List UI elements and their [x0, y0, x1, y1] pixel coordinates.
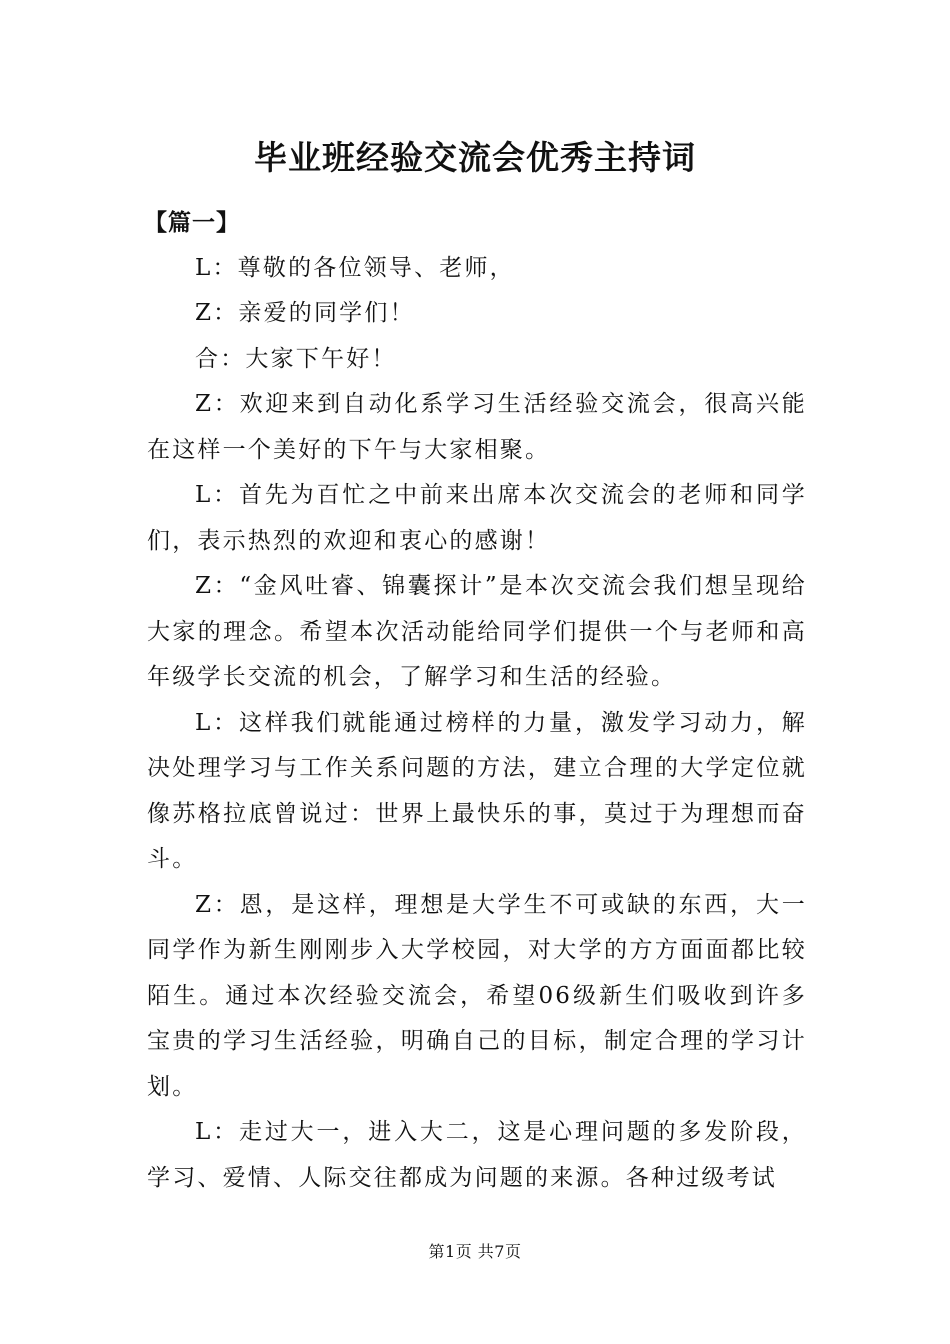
- paragraph-welcome: Z：欢迎来到自动化系学习生活经验交流会，很高兴能在这样一个美好的下午与大家相聚。: [147, 391, 807, 463]
- paragraph-greeting-leaders: L：尊敬的各位领导、老师，: [195, 254, 515, 281]
- paragraph-thanks: L：首先为百忙之中前来出席本次交流会的老师和同学们，表示热烈的欢迎和衷心的感谢！: [147, 482, 807, 554]
- document-body: [144, 200, 807, 1201]
- page-footer: 第1页 共7页: [428, 1242, 522, 1261]
- paragraph-freshmen: Z：恩，是这样，理想是大学生不可或缺的东西，大一同学作为新生刚刚步入大学校园，对大学的方方面面都比较陌生。通过本次经验交流会，希望06级新生们吸收到许多宝贵的学习生活经验，明确自己的目标，制定合理的学习计划。: [147, 891, 807, 1100]
- paragraph-theme: Z：“金风吐睿、锦囊探计”是本次交流会我们想呈现给大家的理念。希望本次活动能给同学们提供一个与老师和高年级学长交流的机会，了解学习和生活的经验。: [147, 573, 807, 690]
- document-title: 毕业班经验交流会优秀主持词: [254, 138, 696, 177]
- paragraph-sophomore: L：走过大一，进入大二，这是心理问题的多发阶段，学习、爱情、人际交往都成为问题的来源。各种过级考试: [147, 1119, 807, 1191]
- section-label: 【篇一】: [144, 209, 240, 236]
- paragraph-greeting-all: 合：大家下午好！: [195, 345, 397, 372]
- paragraph-role-models: L：这样我们就能通过榜样的力量，激发学习动力，解决处理学习与工作关系问题的方法，建立合理的大学定位就像苏格拉底曾说过：世界上最快乐的事，莫过于为理想而奋斗。: [147, 709, 807, 872]
- paragraph-greeting-students: Z：亲爱的同学们！: [195, 300, 415, 326]
